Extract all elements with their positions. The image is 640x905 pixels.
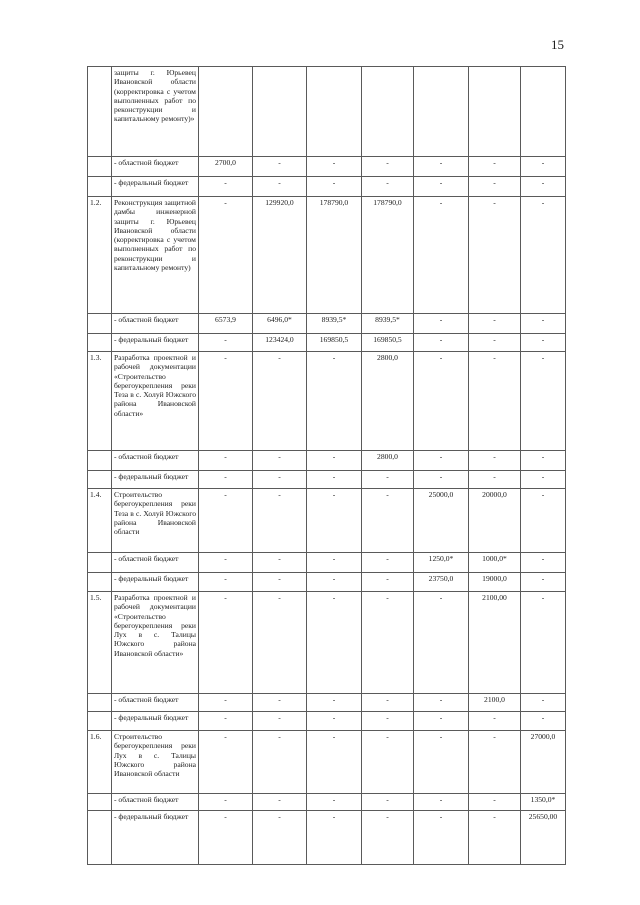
amount-cell: - [414, 712, 469, 731]
description-cell: - федеральный бюджет [112, 712, 199, 731]
row-number-cell [88, 573, 112, 592]
amount-cell: 20000,0 [469, 489, 521, 553]
amount-cell: - [307, 471, 362, 489]
row-number-cell [88, 451, 112, 471]
amount-cell: - [253, 731, 307, 794]
table-row [88, 489, 566, 553]
amount-cell: - [521, 197, 566, 314]
description-cell: - областной бюджет [112, 314, 199, 334]
amount-cell: - [362, 712, 414, 731]
table-row [88, 553, 566, 573]
table-row [88, 451, 566, 471]
amount-cell: - [414, 811, 469, 865]
amount-cell: 8939,5* [362, 314, 414, 334]
amount-cell: - [199, 489, 253, 553]
amount-cell: - [307, 573, 362, 592]
amount-cell: 23750,0 [414, 573, 469, 592]
amount-cell: - [253, 157, 307, 177]
table-body [88, 67, 566, 865]
amount-cell: - [307, 694, 362, 712]
table-row [88, 334, 566, 352]
table-row [88, 573, 566, 592]
row-number-cell [88, 794, 112, 811]
table-row [88, 314, 566, 334]
description-cell: - областной бюджет [112, 553, 199, 573]
description-cell: - областной бюджет [112, 451, 199, 471]
amount-cell: - [469, 811, 521, 865]
row-number-cell [88, 712, 112, 731]
amount-cell: - [362, 177, 414, 197]
row-number-cell: 1.6. [88, 731, 112, 794]
amount-cell: - [362, 592, 414, 694]
amount-cell: - [307, 157, 362, 177]
amount-cell: - [521, 352, 566, 451]
amount-cell: - [414, 177, 469, 197]
amount-cell: 2800,0 [362, 352, 414, 451]
amount-cell: 1000,0* [469, 553, 521, 573]
amount-cell: - [414, 794, 469, 811]
description-cell: - областной бюджет [112, 794, 199, 811]
amount-cell: - [414, 694, 469, 712]
amount-cell: 6496,0* [253, 314, 307, 334]
amount-cell: - [199, 573, 253, 592]
amount-cell [253, 67, 307, 157]
table-row [88, 731, 566, 794]
table-row [88, 592, 566, 694]
row-number-cell [88, 694, 112, 712]
amount-cell: - [414, 451, 469, 471]
amount-cell: - [253, 794, 307, 811]
amount-cell: - [253, 489, 307, 553]
table-row [88, 197, 566, 314]
row-number-cell [88, 67, 112, 157]
amount-cell: - [307, 712, 362, 731]
row-number-cell [88, 314, 112, 334]
description-cell: Реконструкция защитной дамбы инженерной защиты г. Юрьевец Ивановской области (корректировка с учетом выполненных работ по реконструкции и капитальному ремонту) [112, 197, 199, 314]
amount-cell: - [199, 352, 253, 451]
amount-cell: 25000,0 [414, 489, 469, 553]
table-row [88, 694, 566, 712]
amount-cell: - [199, 712, 253, 731]
amount-cell [469, 67, 521, 157]
amount-cell: - [414, 731, 469, 794]
amount-cell: - [307, 794, 362, 811]
row-number-cell: 1.3. [88, 352, 112, 451]
amount-cell: 129920,0 [253, 197, 307, 314]
amount-cell: - [307, 489, 362, 553]
amount-cell: - [362, 731, 414, 794]
row-number-cell: 1.2. [88, 197, 112, 314]
amount-cell: - [414, 592, 469, 694]
amount-cell: - [521, 592, 566, 694]
table-row [88, 352, 566, 451]
amount-cell: 6573,9 [199, 314, 253, 334]
row-number-cell [88, 157, 112, 177]
amount-cell: 1250,0* [414, 553, 469, 573]
amount-cell: - [362, 553, 414, 573]
amount-cell: 2700,0 [199, 157, 253, 177]
amount-cell: - [253, 451, 307, 471]
description-cell: - федеральный бюджет [112, 471, 199, 489]
amount-cell: 25650,00 [521, 811, 566, 865]
table-row [88, 157, 566, 177]
amount-cell: - [199, 811, 253, 865]
row-number-cell [88, 177, 112, 197]
amount-cell: - [521, 694, 566, 712]
amount-cell: - [199, 794, 253, 811]
amount-cell: - [521, 573, 566, 592]
row-number-cell: 1.4. [88, 489, 112, 553]
amount-cell: - [199, 694, 253, 712]
table-row [88, 471, 566, 489]
amount-cell: - [199, 471, 253, 489]
amount-cell: - [469, 451, 521, 471]
amount-cell: - [307, 592, 362, 694]
amount-cell: - [469, 352, 521, 451]
amount-cell: - [307, 451, 362, 471]
amount-cell: 8939,5* [307, 314, 362, 334]
amount-cell: - [307, 352, 362, 451]
amount-cell: 2100,0 [469, 694, 521, 712]
amount-cell: - [307, 177, 362, 197]
amount-cell: 19000,0 [469, 573, 521, 592]
amount-cell: - [469, 197, 521, 314]
amount-cell: - [521, 712, 566, 731]
amount-cell: - [414, 197, 469, 314]
amount-cell: 169850,5 [307, 334, 362, 352]
description-cell: Разработка проектной и рабочей документации «Строительство берегоукрепления реки Теза в с. Холуй Южского района Ивановской области» [112, 352, 199, 451]
amount-cell: - [199, 451, 253, 471]
amount-cell: - [521, 489, 566, 553]
row-number-cell: 1.5. [88, 592, 112, 694]
table-row [88, 67, 566, 157]
amount-cell: - [362, 573, 414, 592]
description-cell: - федеральный бюджет [112, 811, 199, 865]
amount-cell: - [253, 471, 307, 489]
amount-cell: - [469, 471, 521, 489]
description-cell: - федеральный бюджет [112, 334, 199, 352]
table-row [88, 794, 566, 811]
amount-cell [521, 67, 566, 157]
description-cell: Строительство берегоукрепления реки Лух в с. Талицы Южского района Ивановской области [112, 731, 199, 794]
amount-cell: 1350,0* [521, 794, 566, 811]
amount-cell: - [521, 553, 566, 573]
amount-cell: - [362, 694, 414, 712]
amount-cell: - [253, 573, 307, 592]
amount-cell: - [253, 553, 307, 573]
amount-cell: - [362, 157, 414, 177]
amount-cell: 123424,0 [253, 334, 307, 352]
amount-cell: - [253, 177, 307, 197]
amount-cell: 169850,5 [362, 334, 414, 352]
table-row [88, 177, 566, 197]
amount-cell: - [253, 592, 307, 694]
amount-cell: - [521, 451, 566, 471]
amount-cell: - [362, 811, 414, 865]
amount-cell: - [253, 694, 307, 712]
amount-cell [362, 67, 414, 157]
row-number-cell [88, 471, 112, 489]
amount-cell: - [469, 712, 521, 731]
amount-cell: - [307, 731, 362, 794]
amount-cell: 2800,0 [362, 451, 414, 471]
amount-cell: - [521, 471, 566, 489]
amount-cell: - [253, 352, 307, 451]
amount-cell: - [469, 731, 521, 794]
amount-cell: 178790,0 [362, 197, 414, 314]
amount-cell: - [199, 197, 253, 314]
amount-cell: - [521, 334, 566, 352]
amount-cell: - [307, 811, 362, 865]
description-cell: Разработка проектной и рабочей документации «Строительство берегоукрепления реки Лух в с. Талицы Южского района Ивановской области» [112, 592, 199, 694]
amount-cell: - [521, 314, 566, 334]
amount-cell: - [469, 157, 521, 177]
amount-cell: 178790,0 [307, 197, 362, 314]
amount-cell [414, 67, 469, 157]
row-number-cell [88, 811, 112, 865]
description-cell: - областной бюджет [112, 157, 199, 177]
table-row [88, 811, 566, 865]
amount-cell: - [199, 731, 253, 794]
amount-cell: - [414, 314, 469, 334]
amount-cell: - [362, 794, 414, 811]
amount-cell: - [521, 177, 566, 197]
amount-cell: - [521, 157, 566, 177]
amount-cell: - [199, 334, 253, 352]
amount-cell: - [469, 794, 521, 811]
table-row [88, 712, 566, 731]
amount-cell: - [414, 352, 469, 451]
description-cell: защиты г. Юрьевец Ивановской области (корректировка с учетом выполненных работ по реконструкции и капитальному ремонту)» [112, 67, 199, 157]
amount-cell: - [414, 471, 469, 489]
amount-cell: - [199, 177, 253, 197]
amount-cell: - [469, 314, 521, 334]
amount-cell: - [199, 592, 253, 694]
amount-cell: - [414, 334, 469, 352]
amount-cell: - [414, 157, 469, 177]
amount-cell: - [253, 811, 307, 865]
description-cell: Строительство берегоукрепления реки Теза в с. Холуй Южского района Ивановской области [112, 489, 199, 553]
amount-cell: - [307, 553, 362, 573]
amount-cell: - [253, 712, 307, 731]
amount-cell: - [362, 471, 414, 489]
description-cell: - федеральный бюджет [112, 177, 199, 197]
page-number: 15 [551, 37, 564, 52]
amount-cell [307, 67, 362, 157]
amount-cell [199, 67, 253, 157]
description-cell: - федеральный бюджет [112, 573, 199, 592]
budget-table [87, 66, 566, 865]
amount-cell: - [469, 334, 521, 352]
amount-cell: - [362, 489, 414, 553]
amount-cell: - [469, 177, 521, 197]
row-number-cell [88, 553, 112, 573]
row-number-cell [88, 334, 112, 352]
description-cell: - областной бюджет [112, 694, 199, 712]
amount-cell: 27000,0 [521, 731, 566, 794]
amount-cell: - [199, 553, 253, 573]
amount-cell: 2100,00 [469, 592, 521, 694]
